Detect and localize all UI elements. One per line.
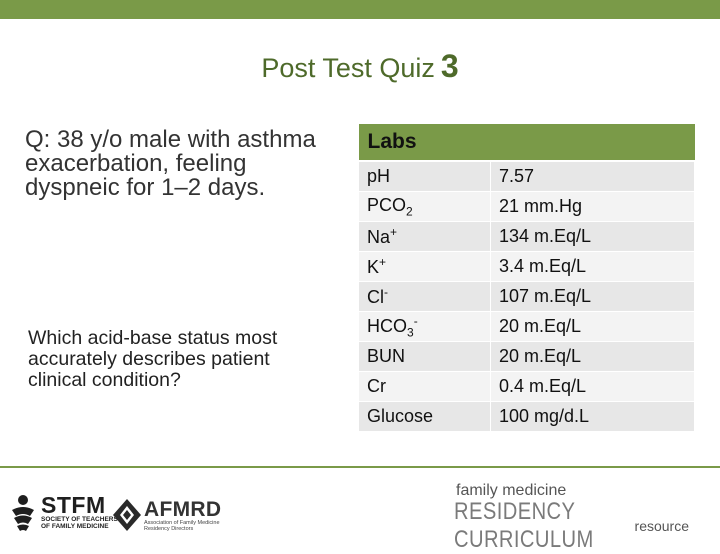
slide-title — [0, 48, 720, 85]
table-row — [359, 252, 695, 282]
lab-name: $PCO_2$ — [359, 192, 491, 222]
lab-value: 0.4 m.Eq/L — [491, 372, 695, 402]
question-text: Q: 38 y/o male with asthma exacerbation, feeling dyspneic for 1–2 days. — [25, 126, 316, 201]
labs-table — [358, 124, 695, 432]
lab-name: pH — [359, 161, 491, 192]
labs-header-row — [359, 124, 695, 161]
table-row — [359, 312, 695, 342]
table-row — [359, 161, 695, 192]
afmrd-logo — [112, 498, 222, 534]
afmrd-subtext: Association of Family Medicine Residency Directors — [144, 520, 220, 532]
lab-name: BUN — [359, 342, 491, 372]
curriculum-resource-logo — [454, 482, 699, 553]
afmrd-wordmark: AFMRD — [144, 498, 222, 521]
lab-value: 20 m.Eq/L — [491, 312, 695, 342]
labs-header: Labs — [359, 124, 695, 161]
footer-divider — [0, 466, 720, 468]
lab-value: 7.57 — [491, 161, 695, 192]
slide-title-text: Post Test Quiz — [261, 53, 435, 83]
lab-name: Cl- — [359, 282, 491, 312]
lab-value: 21 mm.Hg — [491, 192, 695, 222]
table-row — [359, 372, 695, 402]
table-row — [359, 342, 695, 372]
prompt-text: Which acid-base status most accurately describes patient clinical condition? — [28, 327, 278, 391]
fmrc-line1: family medicine — [456, 482, 567, 499]
lab-name: Glucose — [359, 402, 491, 432]
afmrd-emblem-icon — [112, 498, 142, 532]
lab-value: 100 mg/d.L — [491, 402, 695, 432]
lab-name: Cr — [359, 372, 491, 402]
stfm-logo — [8, 492, 118, 534]
table-row — [359, 192, 695, 222]
lab-value: 20 m.Eq/L — [491, 342, 695, 372]
lab-name: K+ — [359, 252, 491, 282]
lab-name: $HCO_3^-$ — [359, 312, 491, 342]
lab-name: Na+ — [359, 222, 491, 252]
fmrc-line2: RESIDENCY CURRICULUM — [454, 498, 594, 553]
slide-title-number: 3 — [440, 48, 459, 84]
stfm-subtext: SOCIETY OF TEACHERS OF FAMILY MEDICINE — [41, 516, 118, 530]
stfm-wordmark: STFM — [41, 492, 106, 518]
fmrc-line3: resource — [634, 518, 689, 534]
stfm-emblem-icon — [8, 494, 38, 532]
lab-value: 107 m.Eq/L — [491, 282, 695, 312]
table-row — [359, 222, 695, 252]
table-row — [359, 282, 695, 312]
top-accent-bar — [0, 0, 720, 19]
table-row — [359, 402, 695, 432]
lab-value: 3.4 m.Eq/L — [491, 252, 695, 282]
lab-value: 134 m.Eq/L — [491, 222, 695, 252]
